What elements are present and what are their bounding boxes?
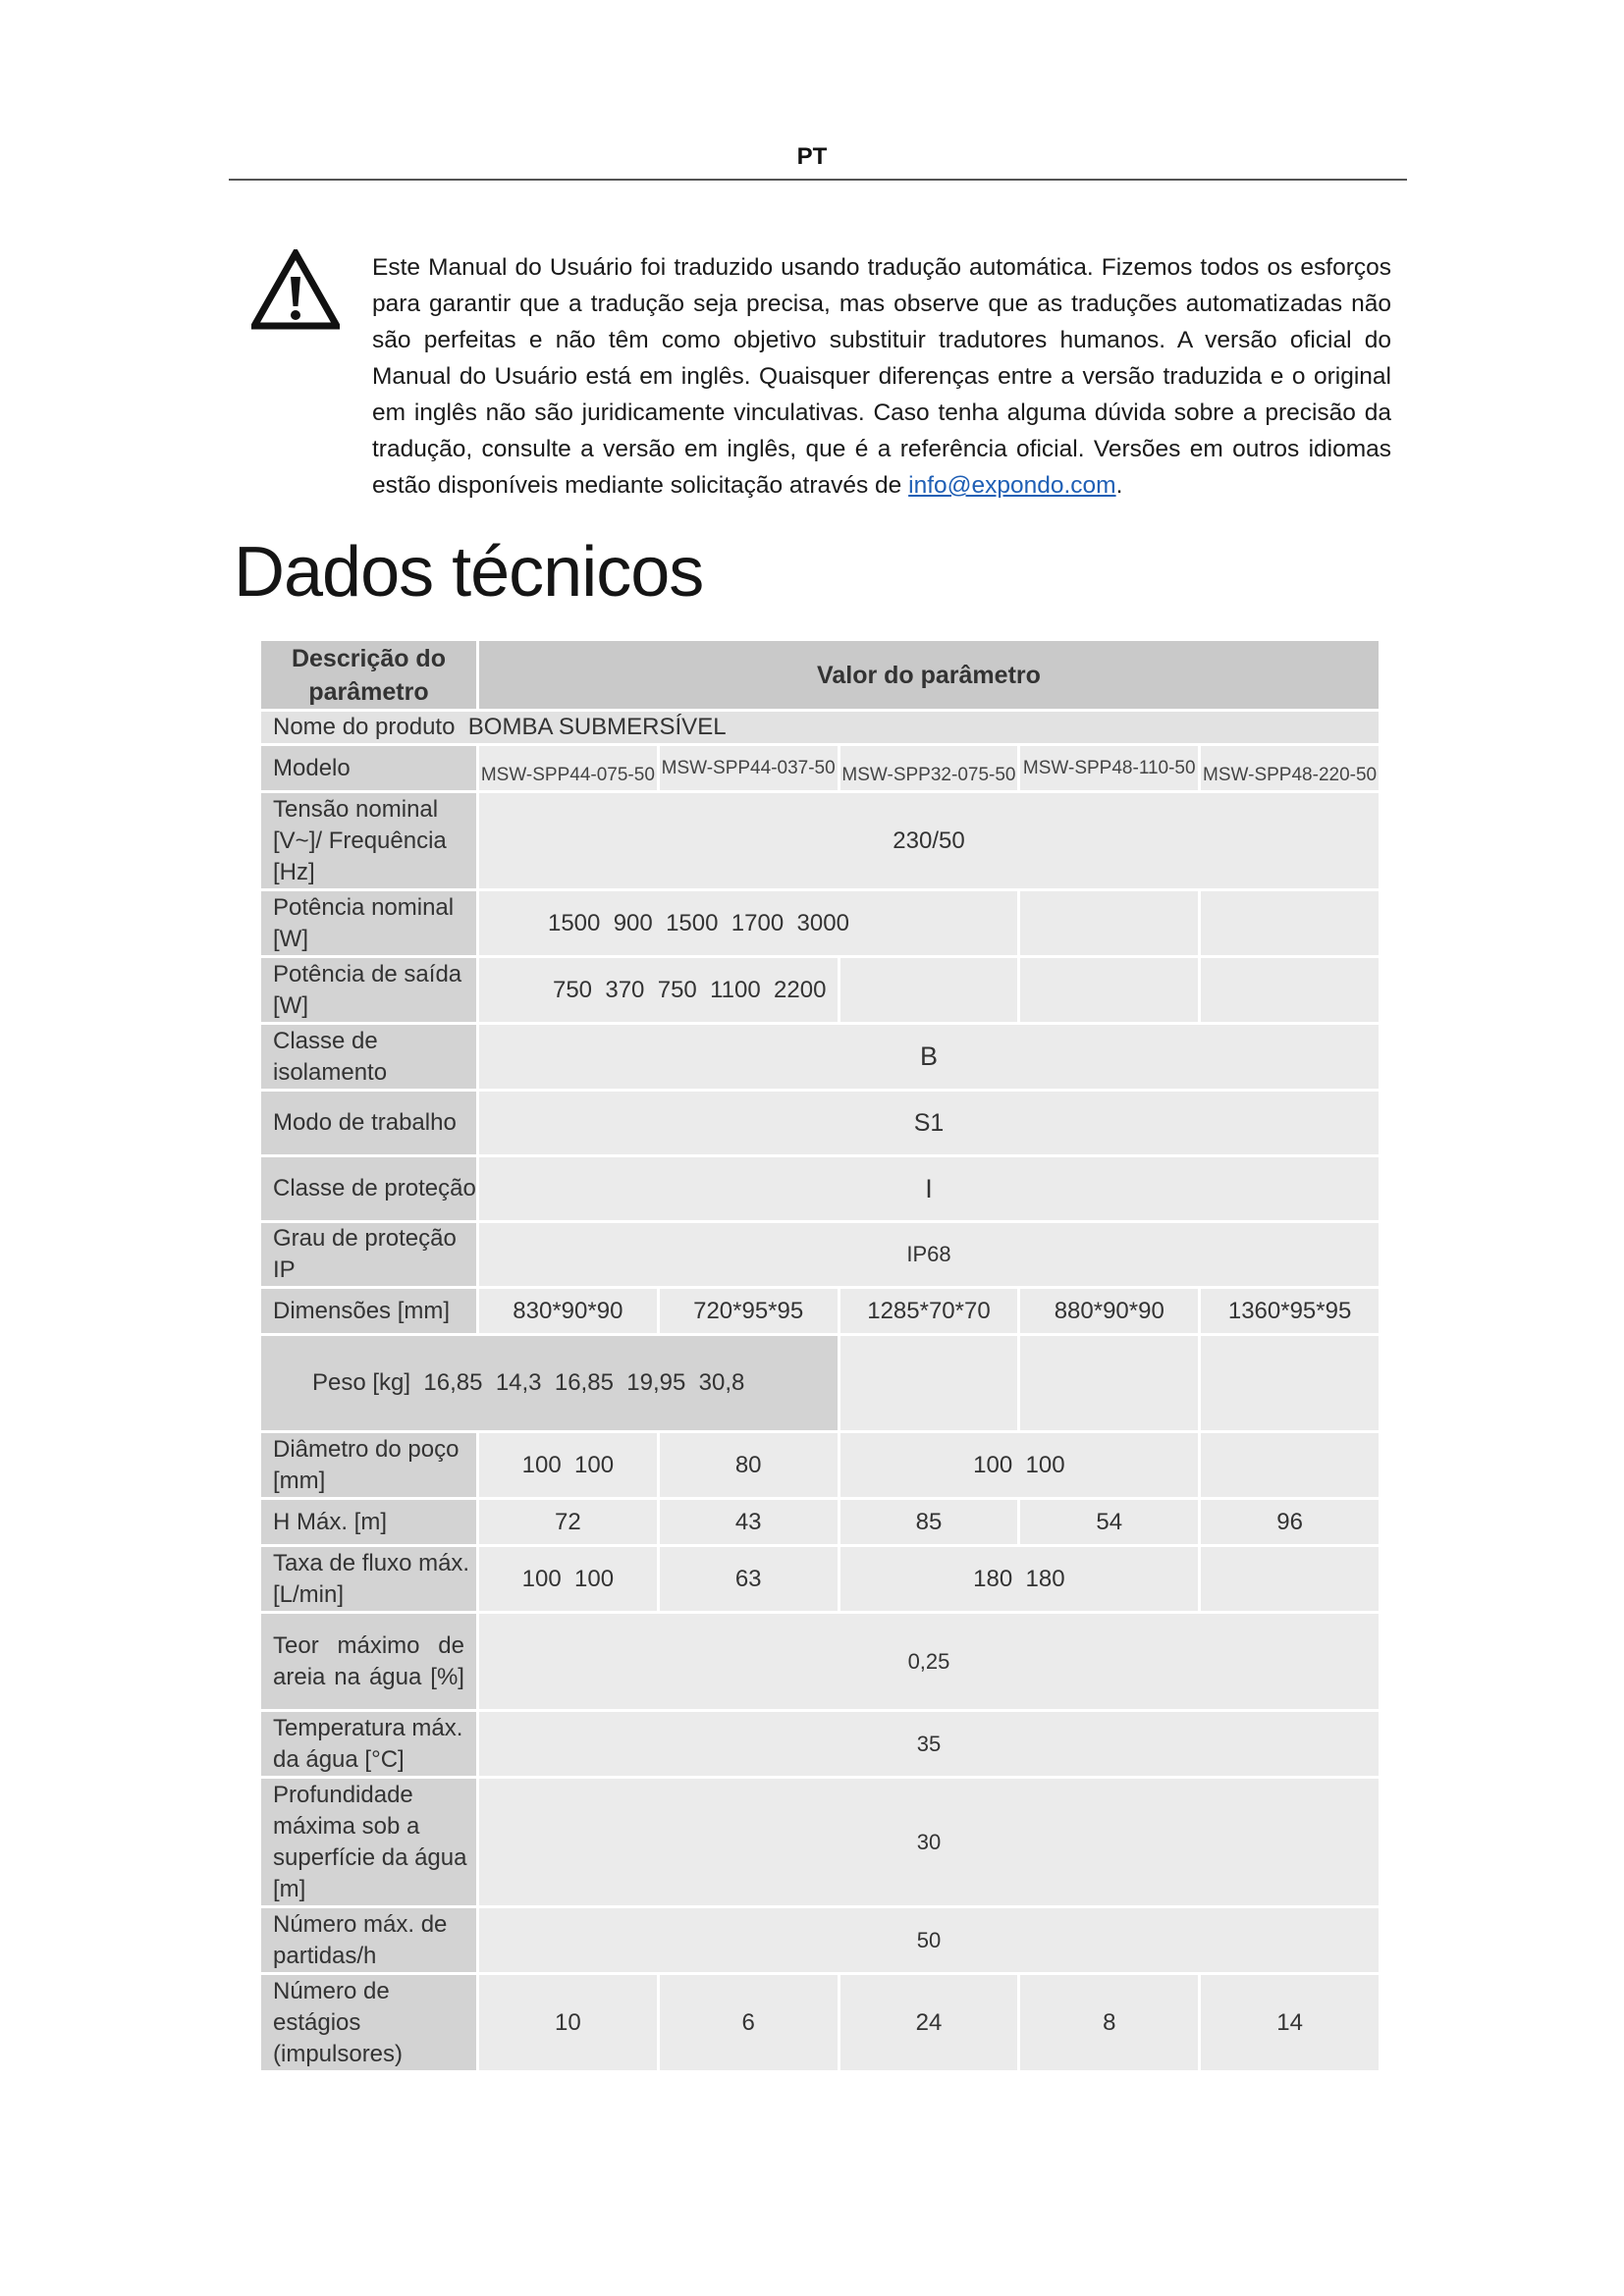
language-code: PT: [796, 143, 828, 170]
well-diameter-cell: 100 100: [839, 1432, 1200, 1499]
table-row: [260, 1613, 1380, 1711]
model-cell: MSW-SPP44-037-50: [658, 745, 839, 792]
starts-label: Número máx. de partidas/h: [260, 1907, 478, 1974]
stages-cell: 8: [1019, 1974, 1200, 2072]
table-row: [260, 1222, 1380, 1288]
table-row: [260, 890, 1380, 957]
header-value-cell: Valor do parâmetro: [477, 640, 1380, 711]
product-name-label: Nome do produto: [273, 714, 456, 740]
well-diameter-cell: 100 100: [477, 1432, 658, 1499]
weight-cell: [260, 1335, 839, 1432]
empty-cell: [1019, 957, 1200, 1024]
hmax-cell: 72: [477, 1499, 658, 1546]
starts-value: 50: [477, 1907, 1380, 1974]
empty-cell: [1200, 890, 1380, 957]
well-diameter-label: Diâmetro do poço [mm]: [260, 1432, 478, 1499]
dimensions-cell: 1360*95*95: [1200, 1288, 1380, 1335]
hmax-cell: 43: [658, 1499, 839, 1546]
empty-cell: [839, 1335, 1019, 1432]
flow-cell: 63: [658, 1546, 839, 1613]
table-header-row: [260, 640, 1380, 711]
warning-icon: [251, 249, 340, 330]
product-name-cell: [260, 711, 1380, 745]
temp-value: 35: [477, 1711, 1380, 1778]
empty-cell: [1200, 1546, 1380, 1613]
dimensions-cell: 1285*70*70: [839, 1288, 1019, 1335]
dimensions-cell: 720*95*95: [658, 1288, 839, 1335]
table-row: [260, 1288, 1380, 1335]
hmax-cell: 85: [839, 1499, 1019, 1546]
stages-cell: 24: [839, 1974, 1019, 2072]
table-row: [260, 1907, 1380, 1974]
voltage-label: Tensão nominal [V~]/ Frequência [Hz]: [260, 792, 478, 890]
table-row: [260, 1432, 1380, 1499]
weight-values: 16,85 14,3 16,85 19,95 30,8: [423, 1369, 745, 1396]
depth-label: Profundidade máxima sob a superfície da água [m]: [260, 1778, 478, 1907]
insulation-value: B: [477, 1024, 1380, 1091]
dimensions-label: Dimensões [mm]: [260, 1288, 478, 1335]
ip-value: IP68: [477, 1222, 1380, 1288]
notice-text: Este Manual do Usuário foi traduzido usando tradução automática. Fizemos todos os esforços para garantir que a tradução seja precisa, mas observe que as traduções automatizadas não são perfeitas e não têm como objetivo substituir tradutores humanos. A versão oficial do Manual do Usuário está em inglês. Quaisquer diferenças entre a versão traduzida e o original em inglês não são juridicamente vinculativas. Caso tenha alguma dúvida sobre a precisão da tradução, consulte a versão em inglês, que é a referência oficial. Versões em outros idiomas estão disponíveis mediante solicitação através de: [372, 254, 1391, 499]
notice-end: .: [1115, 472, 1123, 499]
model-cell: MSW-SPP48-110-50: [1019, 745, 1200, 792]
table-row: [260, 792, 1380, 890]
temp-label: Temperatura máx. da água [°C]: [260, 1711, 478, 1778]
header-param-cell: Descrição do parâmetro: [260, 640, 478, 711]
table-row: [260, 711, 1380, 745]
flow-cell: 100 100: [477, 1546, 658, 1613]
empty-cell: [1200, 957, 1380, 1024]
hmax-label: H Máx. [m]: [260, 1499, 478, 1546]
model-label: Modelo: [260, 745, 478, 792]
table-row: [260, 1091, 1380, 1156]
insulation-label: Classe de isolamento: [260, 1024, 478, 1091]
stages-cell: 10: [477, 1974, 658, 2072]
well-diameter-cell: 80: [658, 1432, 839, 1499]
table-row: [260, 1335, 1380, 1432]
technical-data-table: [258, 638, 1381, 2073]
hmax-cell: 54: [1019, 1499, 1200, 1546]
sand-label: Teor máximo de areia na água [%]: [260, 1613, 478, 1711]
stages-label: Número de estágios (impulsores): [260, 1974, 478, 2072]
support-email-link[interactable]: info@expondo.com: [908, 472, 1116, 499]
header-divider: [229, 179, 1407, 181]
protection-class-label: Classe de proteção: [260, 1156, 478, 1222]
table-row: [260, 1974, 1380, 2072]
empty-cell: [1019, 1335, 1200, 1432]
rated-power-label: Potência nominal [W]: [260, 890, 478, 957]
empty-cell: [1200, 1432, 1380, 1499]
work-mode-label: Modo de trabalho: [260, 1091, 478, 1156]
empty-cell: [1200, 1335, 1380, 1432]
protection-class-value: I: [477, 1156, 1380, 1222]
dimensions-cell: 880*90*90: [1019, 1288, 1200, 1335]
table-row: [260, 1156, 1380, 1222]
ip-label: Grau de proteção IP: [260, 1222, 478, 1288]
section-title: Dados técnicos: [234, 533, 704, 612]
product-name-value: BOMBA SUBMERSÍVEL: [467, 714, 727, 740]
work-mode-value: S1: [477, 1091, 1380, 1156]
dimensions-cell: 830*90*90: [477, 1288, 658, 1335]
depth-value: 30: [477, 1778, 1380, 1907]
model-cell: MSW-SPP48-220-50: [1200, 745, 1380, 792]
stages-cell: 14: [1200, 1974, 1380, 2072]
weight-label: Peso [kg]: [312, 1369, 411, 1396]
model-cell: MSW-SPP44-075-50: [477, 745, 658, 792]
table-row: [260, 1024, 1380, 1091]
hmax-cell: 96: [1200, 1499, 1380, 1546]
table-row: [260, 1778, 1380, 1907]
output-power-cell: 750 370 750 1100 2200: [477, 957, 839, 1024]
table-row: [260, 957, 1380, 1024]
table-row: [260, 745, 1380, 792]
table-row: [260, 1711, 1380, 1778]
rated-power-cell: 1500 900 1500 1700 3000: [477, 890, 1018, 957]
empty-cell: [839, 957, 1019, 1024]
empty-cell: [1019, 890, 1200, 957]
table-row: [260, 1546, 1380, 1613]
output-power-label: Potência de saída [W]: [260, 957, 478, 1024]
translation-notice: [372, 249, 1391, 504]
table-row: [260, 1499, 1380, 1546]
voltage-value: 230/50: [477, 792, 1380, 890]
stages-cell: 6: [658, 1974, 839, 2072]
flow-cell: 180 180: [839, 1546, 1200, 1613]
sand-value: 0,25: [477, 1613, 1380, 1711]
flow-label: Taxa de fluxo máx. [L/min]: [260, 1546, 478, 1613]
model-cell: MSW-SPP32-075-50: [839, 745, 1019, 792]
